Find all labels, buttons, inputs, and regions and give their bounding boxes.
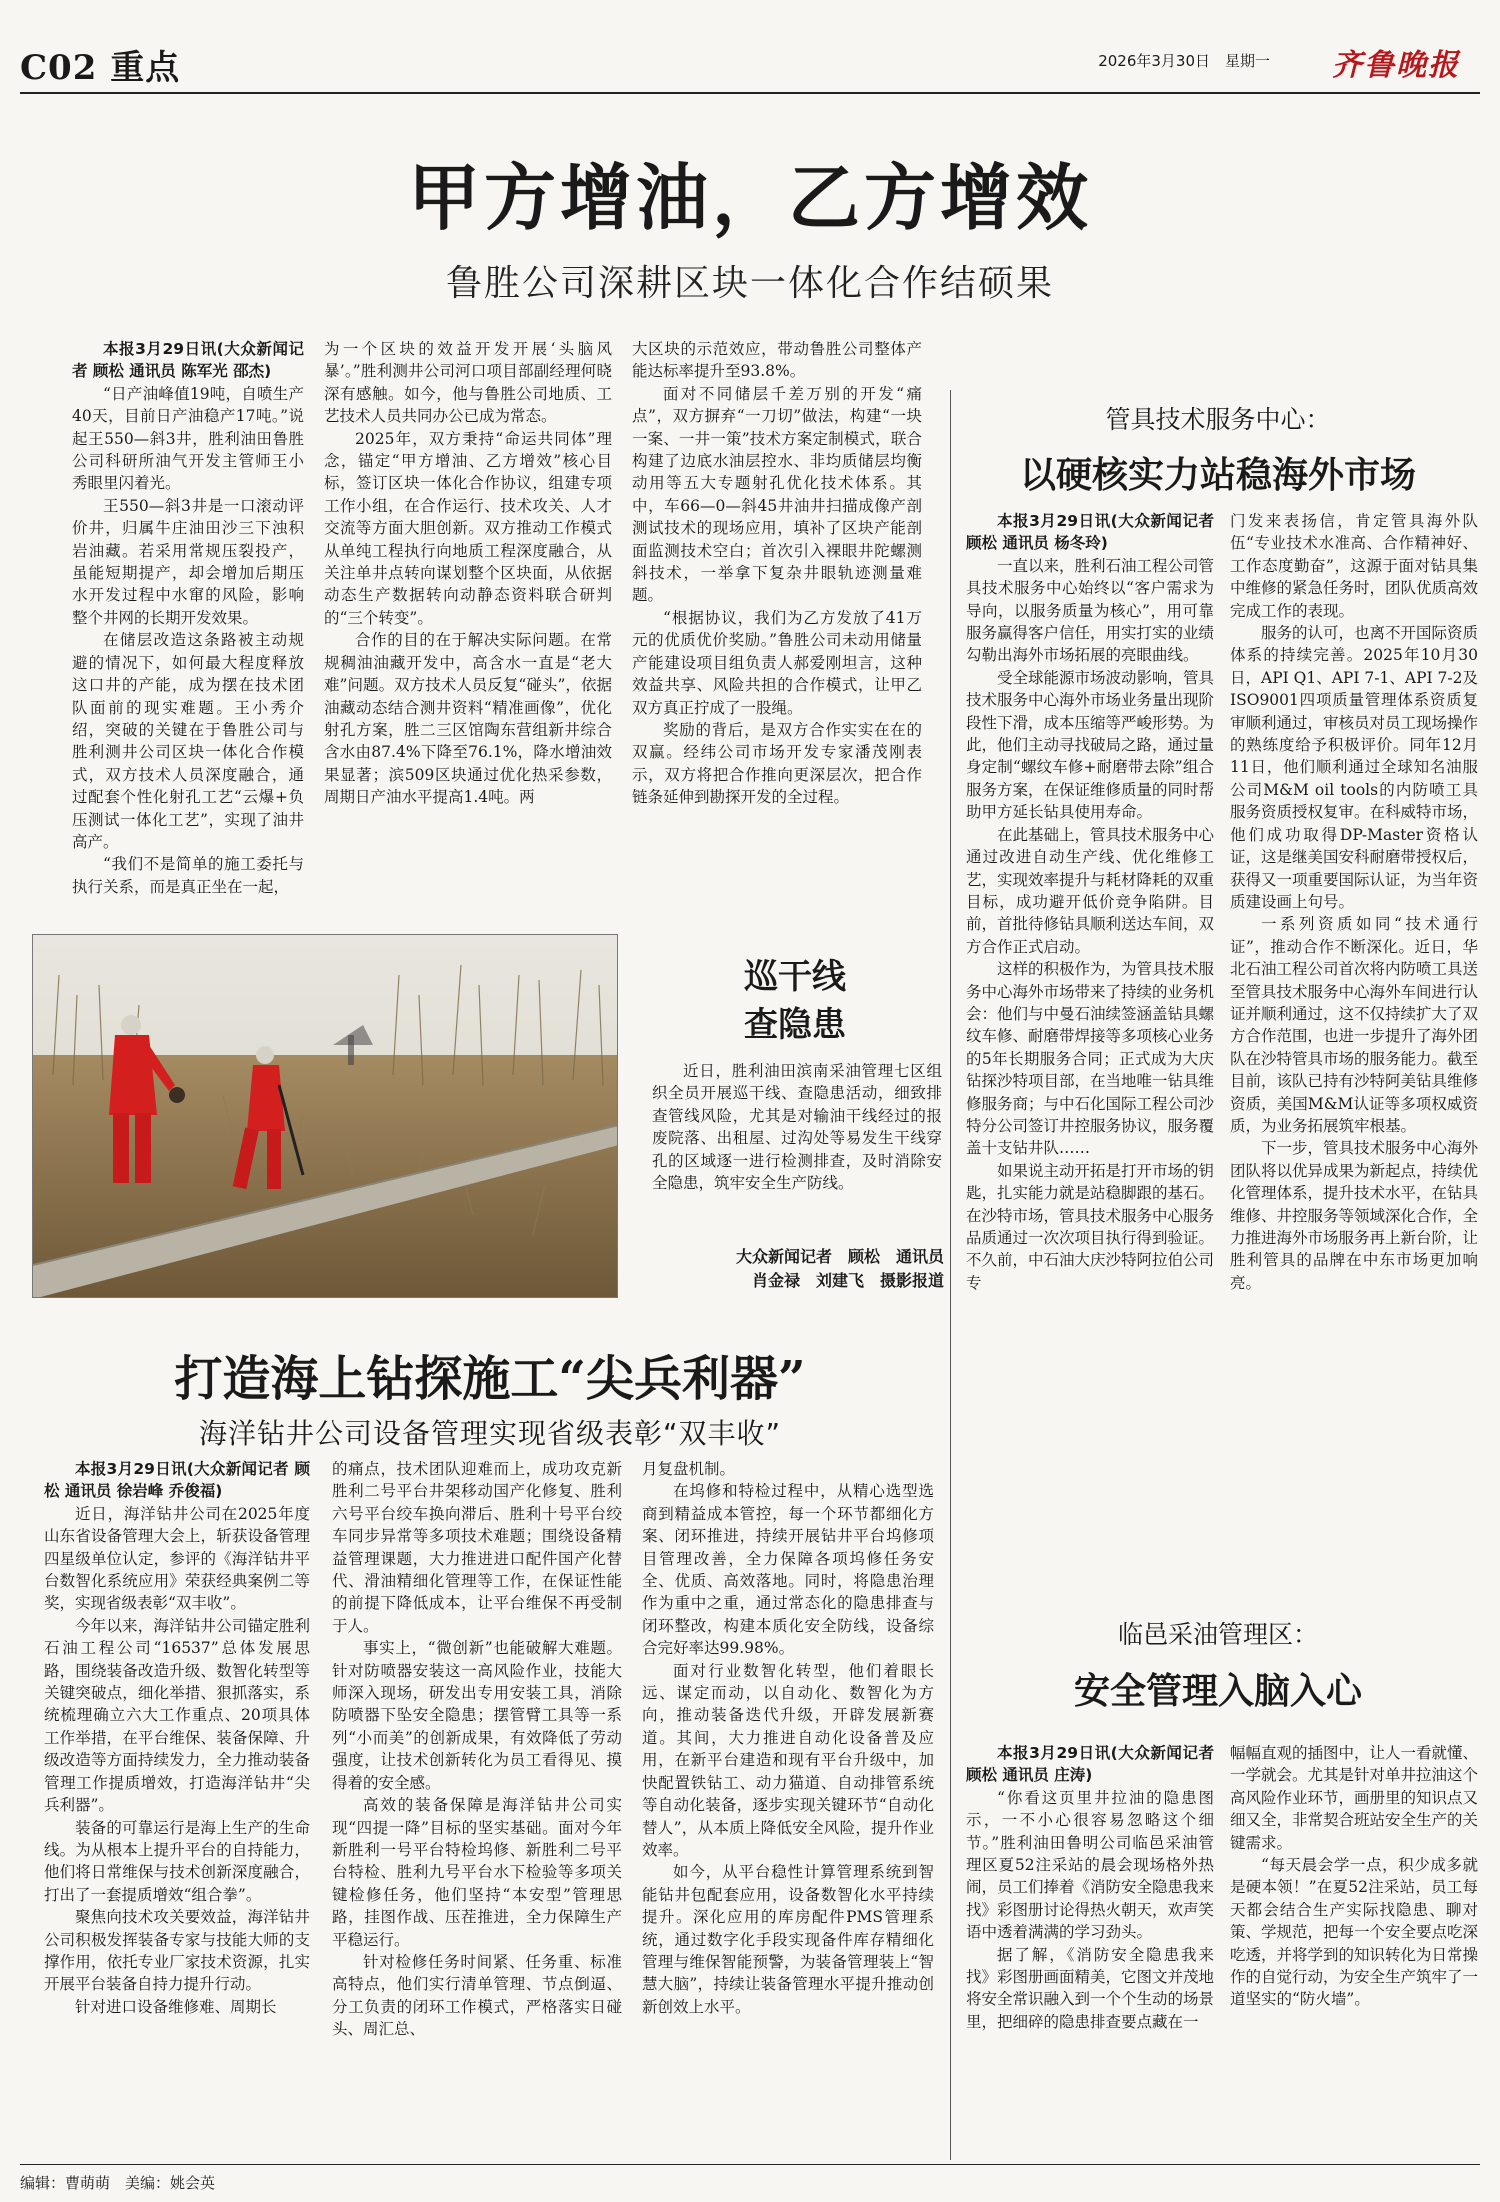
paragraph: 高效的装备保障是海洋钻井公司实现“四提一降”目标的坚实基础。面对今年新胜利一号平台特检坞修、新胜利二号平台特检、胜利九号平台水下检验等多项关键检修任务，他们坚持“本安型”管理思路，挂图作战、压茬推进，全力保障生产平稳运行。 [332, 1796, 622, 1949]
paragraph: 在此基础上，管具技术服务中心通过改进自动生产线、优化维修工艺，实现效率提升与耗材降耗的双重目标，成功避开低价竞争陷阱。目前，首批待修钻具顺利送达车间，双方合作正式启动。 [966, 825, 1214, 956]
article1-column-2 [324, 338, 612, 918]
paragraph: 下一步，管具技术服务中心海外团队将以优异成果为新起点，持续优化管理体系，提升技术水平，在钻具维修、井控服务等领域深化合作，全力推进海外市场服务再上新台阶，让胜利管具的品牌在中东市场更加响亮。 [1230, 1139, 1478, 1292]
photo-credit-line-1: 大众新闻记者 顾松 通讯员 [735, 1247, 944, 1266]
paragraph: 为一个区块的效益开发开展‘头脑风暴’。”胜利测井公司河口项目部副经理何晓深有感触。如今，他与鲁胜公司地质、工艺技术人员共同办公已成为常态。 [324, 340, 612, 426]
paragraph: 一系列资质如同“技术通行证”，推动合作不断深化。近日，华北石油工程公司首次将内防喷工具送至管具技术服务中心海外车间进行认证并顺利通过，这不仅持续扩大了双方合作范围，也进一步提升了海外团队在沙特管具市场的服务能力。截至目前，该队已持有沙特阿美钻具维修资质，美国M&M认证等多项权威资质，为业务拓展筑牢根基。 [1230, 915, 1478, 1135]
paragraph: 奖励的背后，是双方合作实实在在的双赢。经纬公司市场开发专家潘茂刚表示，双方将把合作推向更深层次，把合作链条延伸到勘探开发的全过程。 [632, 720, 922, 807]
page-number: C02 重点 [20, 48, 181, 88]
paragraph: 服务的认可，也离不开国际资质体系的持续完善。2025年10月30日，API Q1、API 7-1、API 7-2及ISO9001四项质量管理体系资质复审顺利通过，审核员对员工现场操作的熟练度给予积极评价。同年12月11日，他们顺利通过全球知名油服公司M&M oil tools的内防喷工具服务资质授权复审。在科威特市场，他们成功取得DP-Master资格认证，这是继美国安科耐磨带授权后，获得又一项重要国际认证，为当年资质建设画上句号。 [1230, 624, 1478, 911]
paragraph: 据了解，《消防安全隐患我来找》彩图册画面精美，它图文并茂地将安全常识融入到一个个生动的场景里，把细碎的隐患排查要点藏在一 [966, 1945, 1214, 2031]
article1-column-1 [72, 338, 304, 918]
article4-title: 安全管理入脑入心 [1073, 1670, 1362, 1712]
article1-column-3 [632, 338, 922, 918]
paragraph: 幅幅直观的插图中，让人一看就懂、一学就会。尤其是针对单井拉油这个高风险作业环节，画册里的知识点又细又全，非常契合班站安全生产的关键需求。 [1230, 1744, 1478, 1852]
paragraph: 面对行业数智化转型，他们着眼长远、谋定而动，以自动化、数智化为方向，推动装备迭代升级，开辟发展新赛道。其间，大力推进自动化设备普及应用，在新平台建造和现有平台升级中，加快配置铁钻工、动力猫道、自动排管系统等自动化装备，逐步实现关键环节“自动化替人”，从本质上降低安全风险，提升作业效率。 [642, 1661, 934, 1859]
photo-title [650, 953, 940, 1049]
article1-subtitle: 鲁胜公司深耕区块一体化合作结硕果 [445, 263, 1054, 304]
paragraph: 聚焦向技术攻关要效益，海洋钻井公司积极发挥装备专家与技能大师的支撑作用，依托专业厂家技术资源，扎实开展平台装备自持力提升行动。 [44, 1908, 310, 1994]
article3-column-2 [332, 1458, 622, 2160]
paragraph: 门发来表扬信，肯定管具海外队伍“专业技术水准高、合作精神好、工作态度勤奋”，这源于面对钻具集中维修的紧急任务时，团队优质高效完成工作的表现。 [1230, 512, 1478, 620]
paragraph: 近日，海洋钻井公司在2025年度山东省设备管理大会上，斩获设备管理四星级单位认定，参评的《海洋钻井平台数智化系统应用》荣获经典案例二等奖，实现省级表彰“双丰收”。 [44, 1504, 310, 1613]
article4-kicker: 临邑采油管理区： [1117, 1620, 1318, 1649]
photo-title-line-2: 查隐患 [744, 1005, 846, 1045]
editor-credit: 编辑：曹萌萌 美编：姚会英 [20, 2174, 216, 2192]
paragraph: “我们不是简单的施工委托与执行关系，而是真正坐在一起， [72, 855, 304, 896]
article4-byline: 本报3月29日讯(大众新闻记者 顾松 通讯员 庄涛) [966, 1744, 1214, 1785]
paragraph: “根据协议，我们为乙方发放了41万元的优质优价奖励。”鲁胜公司未动用储量产能建设项目组负责人郝爱刚坦言，这种效益共享、风险共担的合作模式，让甲乙双方真正拧成了一股绳。 [632, 608, 922, 717]
paragraph: 月复盘机制。 [642, 1460, 736, 1478]
paragraph: 2025年，双方秉持“命运共同体”理念，锚定“甲方增油、乙方增效”核心目标，签订区块一体化合作协议，组建专项工作小组，在合作运行、技术攻关、人才交流等方面大胆创新。双方推动工作模式从单纯工程执行向地质工程深度融合，从关注单井点转向谋划整个区块面，从依据动态生产数据转向动静态资料联合研判的“三个转变”。 [324, 429, 612, 627]
column-divider [950, 390, 951, 2160]
article4-column-1 [966, 1742, 1214, 2162]
article3-title: 打造海上钻探施工“尖兵利器” [174, 1351, 806, 1407]
footer-rule [20, 2164, 1480, 2165]
photo-caption: 近日，胜利油田滨南采油管理七区组织全员开展巡干线、查隐患活动，细致排查管线风险，尤其是对输油干线经过的报废院落、出租屋、过沟处等易发生干线穿孔的区域逐一进行检测排查，及时消除安全隐患，筑牢安全生产防线。 [652, 1062, 942, 1193]
paragraph: 王550—斜3井是一口滚动评价井，归属牛庄油田沙三下浊积岩油藏。若采用常规压裂投产，虽能短期提产，却会增加后期压水开发过程中水窜的风险，影响整个井网的长期开发效果。 [72, 496, 304, 627]
article3-column-1 [44, 1458, 310, 2160]
article4-column-2 [1230, 1742, 1478, 2162]
pipeline-inspection-photo [33, 935, 618, 1298]
newspaper-logo: 齐鲁晚报 [1332, 48, 1460, 83]
paragraph: 装备的可靠运行是海上生产的生命线。为从根本上提升平台的自持能力，他们将日常维保与技术创新深度融合，打出了一套提质增效“组合拳”。 [44, 1818, 310, 1904]
article3-byline: 本报3月29日讯(大众新闻记者 顾松 通讯员 徐岩峰 乔俊福) [44, 1460, 310, 1501]
article2-title: 以硬核实力站稳海外市场 [1019, 454, 1416, 496]
paragraph: 在坞修和特检过程中，从精心选型选商到精益成本管控，每一个环节都细化方案、闭环推进，持续开展钻井平台坞修项目管理改善，全力保障各项坞修任务安全、优质、高效落地。同时，将隐患治理作为重中之重，通过常态化的隐患排查与闭环整改，构建本质化安全防线，设备综合完好率达99.98%。 [642, 1482, 934, 1658]
paragraph: 大区块的示范效应，带动鲁胜公司整体产能达标率提升至93.8%。 [632, 340, 922, 381]
article1-title: 甲方增油，乙方增效 [407, 155, 1092, 240]
news-photo [32, 934, 618, 1298]
article3-subtitle: 海洋钻井公司设备管理实现省级表彰“双丰收” [198, 1417, 781, 1450]
paragraph: 合作的目的在于解决实际问题。在常规稠油油藏开发中，高含水一直是“老大难”问题。双方技术人员反复“碰头”，依据油藏动态结合测井资料“精准画像”，优化射孔方案，胜二三区馆陶东营组新井综合含水由87.4%下降至76.1%，降水增油效果显著；滨509区块通过优化热采参数，周期日产油水平提高1.4吨。两 [324, 631, 612, 807]
paragraph: 如果说主动开拓是打开市场的钥匙，扎实能力就是站稳脚跟的基石。在沙特市场，管具技术服务中心服务品质通过一次次项目执行得到验证。不久前，中石油大庆沙特阿拉伯公司专 [966, 1161, 1214, 1292]
photo-caption-block [652, 1060, 942, 1240]
paragraph: 这样的积极作为，为管具技术服务中心海外市场带来了持续的业务机会：他们与中曼石油续签涵盖钻具螺纹车修、耐磨带焊接等多项核心业务的5年长期服务合同；正式成为大庆钻探沙特项目部，在当地唯一钻具维修服务商；与中石化国际工程公司沙特分公司签订井控服务协议，服务覆盖十支钻井队…… [966, 960, 1214, 1158]
paragraph: “你看这页里井拉油的隐患图示，一不小心很容易忽略这个细节。”胜利油田鲁明公司临邑采油管理区夏52注采站的晨会现场格外热闹，员工们捧着《消防安全隐患我来找》彩图册讨论得热火朝天，欢声笑语中透着满满的学习劲头。 [966, 1788, 1214, 1942]
paragraph: 如今，从平台稳性计算管理系统到智能钻井包配套应用，设备数智化水平持续提升。深化应用的库房配件PMS管理系统，通过数字化手段实现备件库存精细化管理与维保智能预警，为装备管理装上“智慧大脑”，持续让装备管理水平提升推动创新创效上水平。 [642, 1863, 934, 2016]
paragraph: 针对检修任务时间紧、任务重、标准高特点，他们实行清单管理、节点倒逼、分工负责的闭环工作模式，严格落实日碰头、周汇总、 [332, 1952, 622, 2039]
article3-column-3 [642, 1458, 934, 2160]
article2-column-2 [1230, 510, 1478, 1600]
photo-credit [648, 1245, 944, 1293]
paragraph: 事实上，“微创新”也能破解大难题。针对防喷器安装这一高风险作业，技能大师深入现场，研发出专用安装工具，消除防喷器下坠安全隐患；摆管臂工具等一系列“小而美”的创新成果，有效降低了劳动强度，让技术创新转化为员工看得见、摸得着的安全感。 [332, 1639, 622, 1792]
article2-column-1 [966, 510, 1214, 1600]
paragraph: “日产油峰值19吨，自喷生产40天，目前日产油稳产17吨。”说起王550—斜3井，胜利油田鲁胜公司科研所油气开发主管师王小秀眼里闪着光。 [72, 384, 304, 493]
article2-kicker: 管具技术服务中心： [1105, 405, 1331, 434]
paragraph: 面对不同储层千差万别的开发“痛点”，双方摒弃“一刀切”做法，构建“一块一案、一井一策”技术方案定制模式，联合构建了边底水油层控水、非均质储层均衡动用等五大专题射孔优化技术体系。其中，车66—0—斜45井油井扫描成像产剖测试技术的现场应用，填补了区块产能剖面监测技术空白；首次引入裸眼井陀螺测斜技术，一举拿下复杂井眼轨迹测量难题。 [632, 384, 922, 605]
header-rule [20, 92, 1480, 94]
article2-byline: 本报3月29日讯(大众新闻记者 顾松 通讯员 杨冬玲) [966, 512, 1214, 553]
paragraph: 在储层改造这条路被主动规避的情况下，如何最大程度释放这口井的产能，成为摆在技术团队面前的现实难题。王小秀介绍，突破的关键在于鲁胜公司与胜利测井公司区块一体化合作模式，双方技术人员深度融合，通过配套个性化射孔工艺“云爆+负压测试一体化工艺”，实现了油井高产。 [72, 631, 304, 851]
paragraph: “每天晨会学一点，积少成多就是硬本领！”在夏52注采站，员工每天都会结合生产实际找隐患、聊对策、学规范，把每一个安全要点吃深吃透，并将学到的知识转化为日常操作的自觉行动，为安全生产筑牢了一道坚实的“防火墙”。 [1230, 1856, 1478, 2009]
paragraph: 今年以来，海洋钻井公司锚定胜利石油工程公司“16537”总体发展思路，围绕装备改造升级、数智化转型等关键突破点，细化举措、狠抓落实，系统梳理确立六大工作重点、20项具体工作举措，在平台维保、装备保障、升级改造等方面持续发力，全力推动装备管理工作提质增效，打造海洋钻井“尖兵利器”。 [44, 1616, 310, 1815]
photo-title-line-1: 巡干线 [744, 957, 846, 997]
paragraph: 受全球能源市场波动影响，管具技术服务中心海外市场业务量出现阶段性下滑，成本压缩等严峻形势。为此，他们主动寻找破局之路，通过量身定制“螺纹车修+耐磨带去除”组合服务方案，在保证维修质量的同时帮助甲方延长钻具使用寿命。 [966, 668, 1214, 822]
paragraph: 一直以来，胜利石油工程公司管具技术服务中心始终以“客户需求为导向，以服务质量为核心”，用可靠服务赢得客户信任，用实打实的业绩勾勒出海外市场拓展的亮眼曲线。 [966, 556, 1214, 665]
paragraph: 针对进口设备维修难、周期长 [75, 1997, 277, 2016]
paragraph: 的痛点，技术团队迎难而上，成功攻克新胜利二号平台井架移动国产化修复、胜利六号平台绞车换向滞后、胜利十号平台绞车同步异常等多项技术难题；围绕设备精益管理课题，大力推进进口配件国产化替代、滑油精细化管理等工作，在保证性能的前提下降低成本，让平台维保不再受制于人。 [332, 1460, 622, 1635]
article1-byline: 本报3月29日讯(大众新闻记者 顾松 通讯员 陈军光 邵杰) [72, 340, 304, 381]
issue-date: 2026年3月30日 星期一 [1098, 52, 1270, 70]
photo-credit-line-2: 肖金禄 刘建飞 摄影报道 [751, 1271, 944, 1290]
